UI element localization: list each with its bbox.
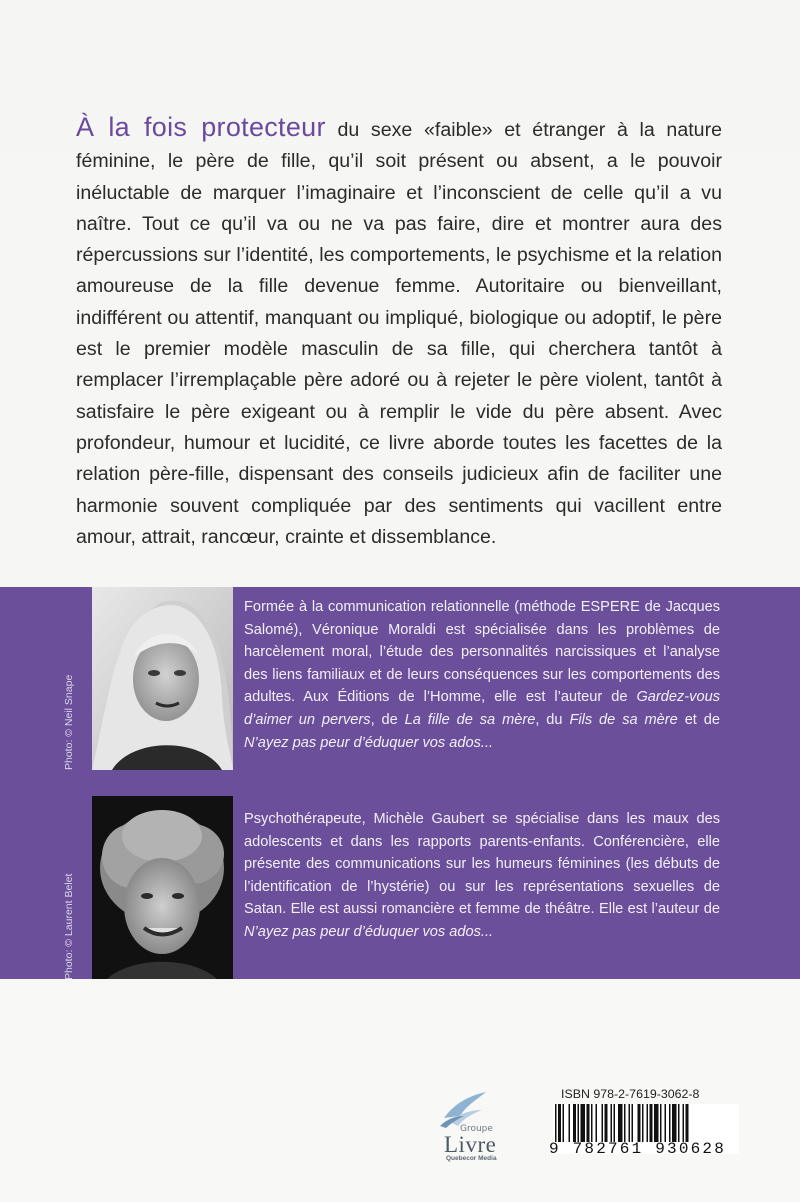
barcode-bar <box>665 1104 667 1142</box>
bio-text: Psychothérapeute, Michèle Gaubert se spécialise dans les maux des adolescents et dans les rapports parents-enfants. Conférencière, elle présente des communications sur les humeurs féminines (les débuts de l’identification de l’hystérie) ou sur les représentations sexuelles de Satan. Elle est aussi romancière et femme de théâtre. Elle est l’auteur de <box>244 811 720 918</box>
barcode-bar <box>614 1104 616 1142</box>
bio-text: Formée à la communication relationnelle (méthode ESPERE de Jacques Salomé), Véronique Moraldi est spécialisée dans les problèmes de harcèlement moral, l’étude des personnalités narcissiques et l’analyse des liens familiaux et de leurs conséquences sur les comportements des adultes. Aux Éditions de l’Homme, elle est l’auteur de <box>244 599 720 706</box>
barcode-bar <box>632 1104 634 1142</box>
publisher-livre: Livre <box>444 1132 497 1157</box>
barcode-bar <box>642 1104 644 1142</box>
barcode-bar <box>624 1104 626 1142</box>
intro-text: du sexe «faible» et étranger à la nature féminine, le père de fille, qu’il soit présent ou absent, a le pouvoir inéluctable de marquer l’imaginaire et l’inconscient de celle qu’il a vu naître. Tout ce qu’il va ou ne va pas faire, dire et montrer aura des répercussions sur l’identité, les comportements, le psychisme et la relation amoureuse de la fille devenue femme. Autoritaire ou bienveillant, indifférent ou attentif, manquant ou impliqué, biologique ou adoptif, le père est le premier modèle masculin de sa fille, qui cherchera tantôt à remplacer l’irremplaçable père adoré ou à rejeter le père violent, tantôt à satisfaire le père exigeant ou à remplir le vide du père absent. Avec profondeur, humour et lucidité, ce livre aborde toutes les facettes de la relation père-fille, dispensant des conseils judicieux afin de faciliter une harmonie souvent compliquée par des sentiments qui vacillent entre amour, attrait, rancœur, crainte et dissemblance. <box>76 119 722 548</box>
bio-separator: , de <box>370 711 405 728</box>
photo-credit-moraldi: Photo: © Neil Snape <box>63 674 75 770</box>
author-bio-moraldi <box>244 596 720 754</box>
barcode-bar <box>578 1104 580 1142</box>
barcode-bar <box>650 1104 653 1142</box>
barcode-bar <box>611 1104 613 1142</box>
barcode-bar <box>638 1104 641 1142</box>
barcode-bar <box>686 1104 689 1142</box>
barcode-bar <box>672 1104 677 1142</box>
publisher-logo <box>430 1088 520 1163</box>
book-title: La fille de sa mère <box>404 711 536 728</box>
book-title: N’ayez pas peur d’éduquer vos ados... <box>244 923 494 940</box>
photo-credit-gaubert: Photo: © Laurent Belet <box>63 873 75 980</box>
intro-lead: À la fois protecteur <box>76 112 326 142</box>
bio-separator: , du <box>535 711 570 728</box>
barcode-bar <box>569 1104 571 1142</box>
barcode-bar <box>587 1104 590 1142</box>
barcode-digits: 9 782761 930628 <box>549 1140 727 1158</box>
barcode-bar <box>591 1104 593 1142</box>
publisher-groupe: Groupe <box>460 1124 493 1134</box>
barcode-bar <box>605 1104 608 1142</box>
intro-paragraph <box>76 112 722 553</box>
barcode-bar <box>669 1104 671 1142</box>
barcode-bar <box>573 1104 576 1142</box>
barcode-bar <box>678 1104 680 1142</box>
barcode-bar <box>618 1104 623 1142</box>
barcode-bar <box>555 1104 557 1142</box>
isbn-label: ISBN 978-2-7619-3062-8 <box>561 1087 700 1101</box>
book-title: N’ayez pas peur d’éduquer vos ados... <box>244 734 494 751</box>
barcode-bar <box>629 1104 631 1142</box>
bird-icon <box>436 1088 496 1128</box>
barcode-bar <box>581 1104 586 1142</box>
barcode-bar <box>563 1104 565 1142</box>
barcode-bar <box>558 1104 561 1142</box>
author-bio-gaubert <box>244 808 720 944</box>
author-photo-moraldi <box>92 587 233 770</box>
isbn-barcode <box>549 1087 743 1169</box>
barcode-bar <box>647 1104 649 1142</box>
author-photo-gaubert <box>92 796 233 979</box>
publisher-sub: Quebecor Media <box>446 1155 497 1162</box>
barcode-bar <box>596 1104 598 1142</box>
book-title: Gardez-vous d’aimer un pervers <box>244 689 720 728</box>
barcode-bar <box>654 1104 659 1142</box>
bio-separator: et de <box>677 711 721 728</box>
book-title: Fils de sa mère <box>569 711 678 728</box>
barcode-bar <box>683 1104 685 1142</box>
barcode-bar <box>660 1104 662 1142</box>
barcode-bar <box>602 1104 604 1142</box>
